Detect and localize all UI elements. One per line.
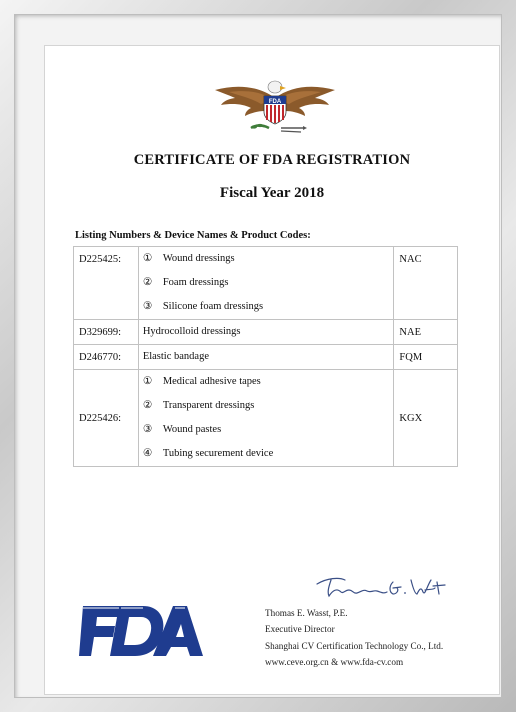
signatory-websites: www.ceve.org.cn & www.fda-cv.com [265, 657, 404, 668]
table-row [74, 247, 458, 320]
seal-text: FDA [268, 99, 282, 105]
fda-logo-icon [77, 602, 205, 660]
table-row [74, 345, 458, 370]
fiscal-year: Fiscal Year 2018 [219, 185, 325, 201]
product-code: FQM [394, 345, 458, 370]
list-item: ① Medical adhesive tapes [142, 376, 261, 387]
device-names-cell [138, 247, 394, 320]
listing-number: D225426: [74, 370, 139, 467]
signature-icon [313, 572, 453, 602]
certificate-title: CERTIFICATE OF FDA REGISTRATION [133, 152, 411, 168]
list-item: ① Wound dressings [142, 253, 235, 264]
device-names-cell [138, 345, 394, 370]
certificate-paper [45, 46, 499, 694]
list-item: ③ Silicone foam dressings [142, 301, 264, 312]
table-row [74, 370, 458, 467]
product-code: NAC [394, 247, 458, 320]
signatory-block [265, 605, 443, 671]
device-names-cell [138, 320, 394, 345]
product-code: KGX [394, 370, 458, 467]
list-item: ② Transparent dressings [142, 400, 255, 411]
table-row [74, 320, 458, 345]
list-item: ③ Wound pastes [142, 424, 222, 435]
signatory-company: Shanghai CV Certification Technology Co., Ltd. [265, 640, 444, 651]
listing-number: D246770: [74, 345, 139, 370]
signatory-name: Thomas E. Wasst, P.E. [265, 608, 348, 618]
list-item: ② Foam dressings [142, 277, 229, 288]
device-names-cell [138, 370, 394, 467]
listing-heading: Listing Numbers & Device Names & Product Codes: [75, 230, 311, 241]
eagle-seal-icon [211, 78, 339, 140]
listing-number: D329699: [74, 320, 139, 345]
product-code: NAE [394, 320, 458, 345]
frame-mat [14, 14, 502, 698]
listing-table [73, 246, 458, 467]
device-name: Hydrocolloid dressings [142, 326, 241, 337]
signatory-position: Executive Director [265, 624, 335, 635]
listing-number: D225425: [74, 247, 139, 320]
list-item: ④ Tubing securement device [142, 448, 274, 459]
device-name: Elastic bandage [142, 351, 209, 362]
